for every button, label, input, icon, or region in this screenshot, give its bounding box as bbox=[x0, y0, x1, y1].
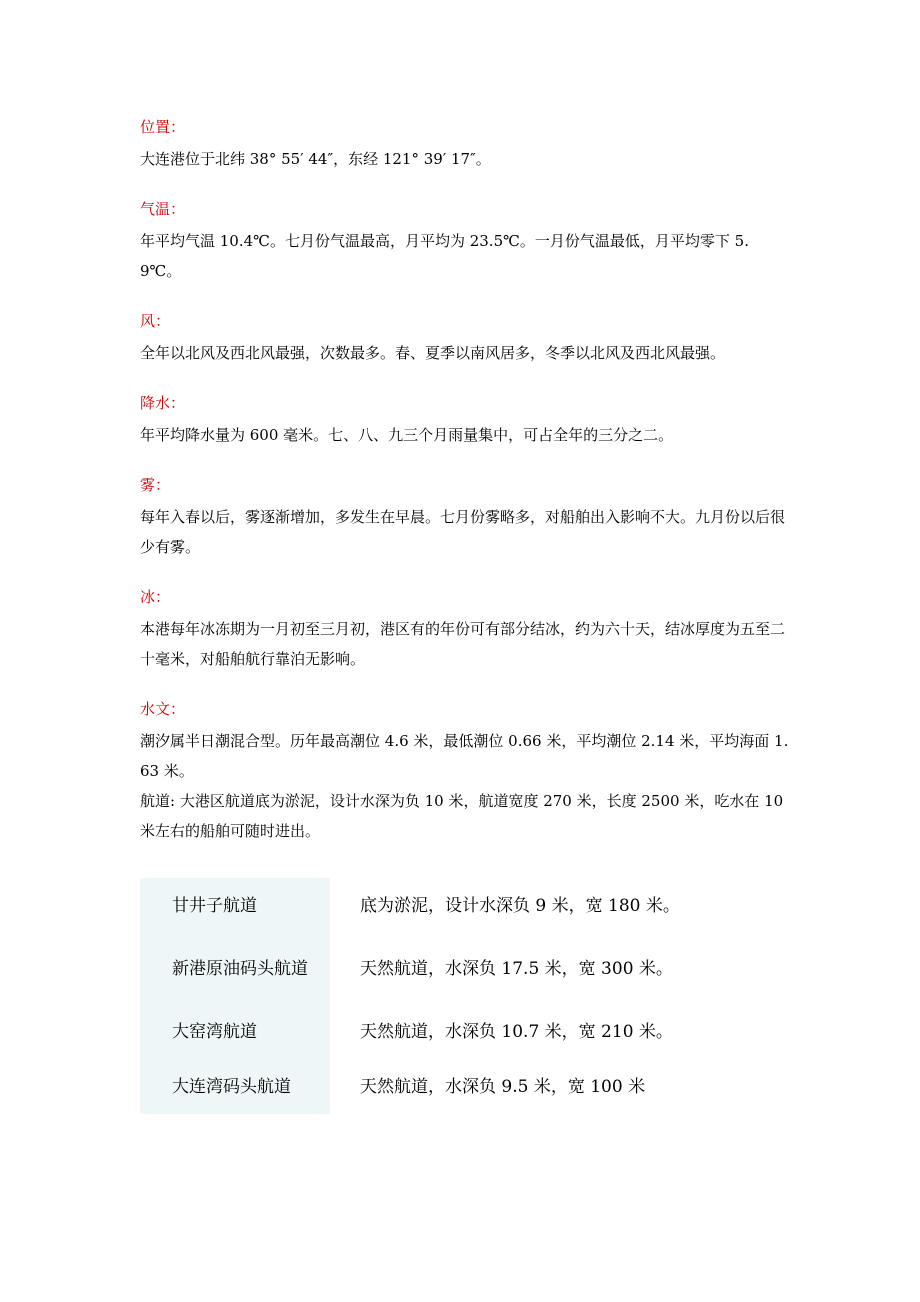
channel-desc: 底为淤泥，设计水深负 9 米，宽 180 米。 bbox=[360, 896, 680, 916]
document-page bbox=[140, 116, 790, 1114]
section-hydrology bbox=[140, 698, 790, 846]
table-row bbox=[140, 1004, 740, 1060]
section-fog bbox=[140, 474, 790, 562]
channel-desc: 天然航道，水深负 17.5 米，宽 300 米。 bbox=[360, 959, 673, 979]
section-text: 全年以北风及西北风最强，次数最多。春、夏季以南风居多，冬季以北风及西北风最强。 bbox=[140, 344, 726, 362]
section-location bbox=[140, 116, 790, 174]
channel-name: 甘井子航道 bbox=[140, 878, 330, 934]
section-text: 每年入春以后，雾逐渐增加，多发生在早晨。七月份雾略多，对船舶出入影响不大。九月份以后很少有雾。 bbox=[140, 508, 786, 556]
channel-desc: 天然航道，水深负 9.5 米，宽 100 米 bbox=[360, 1077, 646, 1097]
channel-name: 新港原油码头航道 bbox=[140, 934, 330, 1004]
section-text: 大连港位于北纬 38° 55′ 44″，东经 121° 39′ 17″。 bbox=[140, 150, 491, 168]
section-temperature bbox=[140, 198, 790, 286]
section-heading: 风： bbox=[140, 312, 171, 330]
channel-desc: 天然航道，水深负 10.7 米，宽 210 米。 bbox=[360, 1022, 673, 1042]
section-wind bbox=[140, 310, 790, 368]
table-row bbox=[140, 878, 740, 934]
section-text: 年平均降水量为 600 毫米。七、八、九三个月雨量集中，可占全年的三分之二。 bbox=[140, 426, 674, 444]
section-ice bbox=[140, 586, 790, 674]
section-text: 潮汐属半日潮混合型。历年最高潮位 4.6 米，最低潮位 0.66 米，平均潮位 2.14 米，平均海面 1.63 米。 bbox=[140, 732, 789, 780]
section-heading: 雾： bbox=[140, 476, 171, 494]
section-heading: 降水： bbox=[140, 394, 186, 412]
channel-name: 大连湾码头航道 bbox=[140, 1060, 330, 1114]
table-row bbox=[140, 934, 740, 1004]
section-heading: 水文： bbox=[140, 700, 186, 718]
channel-name: 大窑湾航道 bbox=[140, 1004, 330, 1060]
section-heading: 冰： bbox=[140, 588, 171, 606]
table-row bbox=[140, 1060, 740, 1114]
section-heading: 气温： bbox=[140, 200, 186, 218]
section-text: 年平均气温 10.4℃。七月份气温最高，月平均为 23.5℃。一月份气温最低，月平均零下 5.9℃。 bbox=[140, 232, 749, 280]
channel-text: 航道: 大港区航道底为淤泥，设计水深为负 10 米，航道宽度 270 米，长度 2500 米，吃水在 10 米左右的船舶可随时进出。 bbox=[140, 792, 784, 840]
channel-table bbox=[140, 878, 740, 1114]
section-precipitation bbox=[140, 392, 790, 450]
section-heading: 位置： bbox=[140, 118, 186, 136]
section-text: 本港每年冰冻期为一月初至三月初，港区有的年份可有部分结冰，约为六十天，结冰厚度为五至二十毫米，对船舶航行靠泊无影响。 bbox=[140, 620, 786, 668]
